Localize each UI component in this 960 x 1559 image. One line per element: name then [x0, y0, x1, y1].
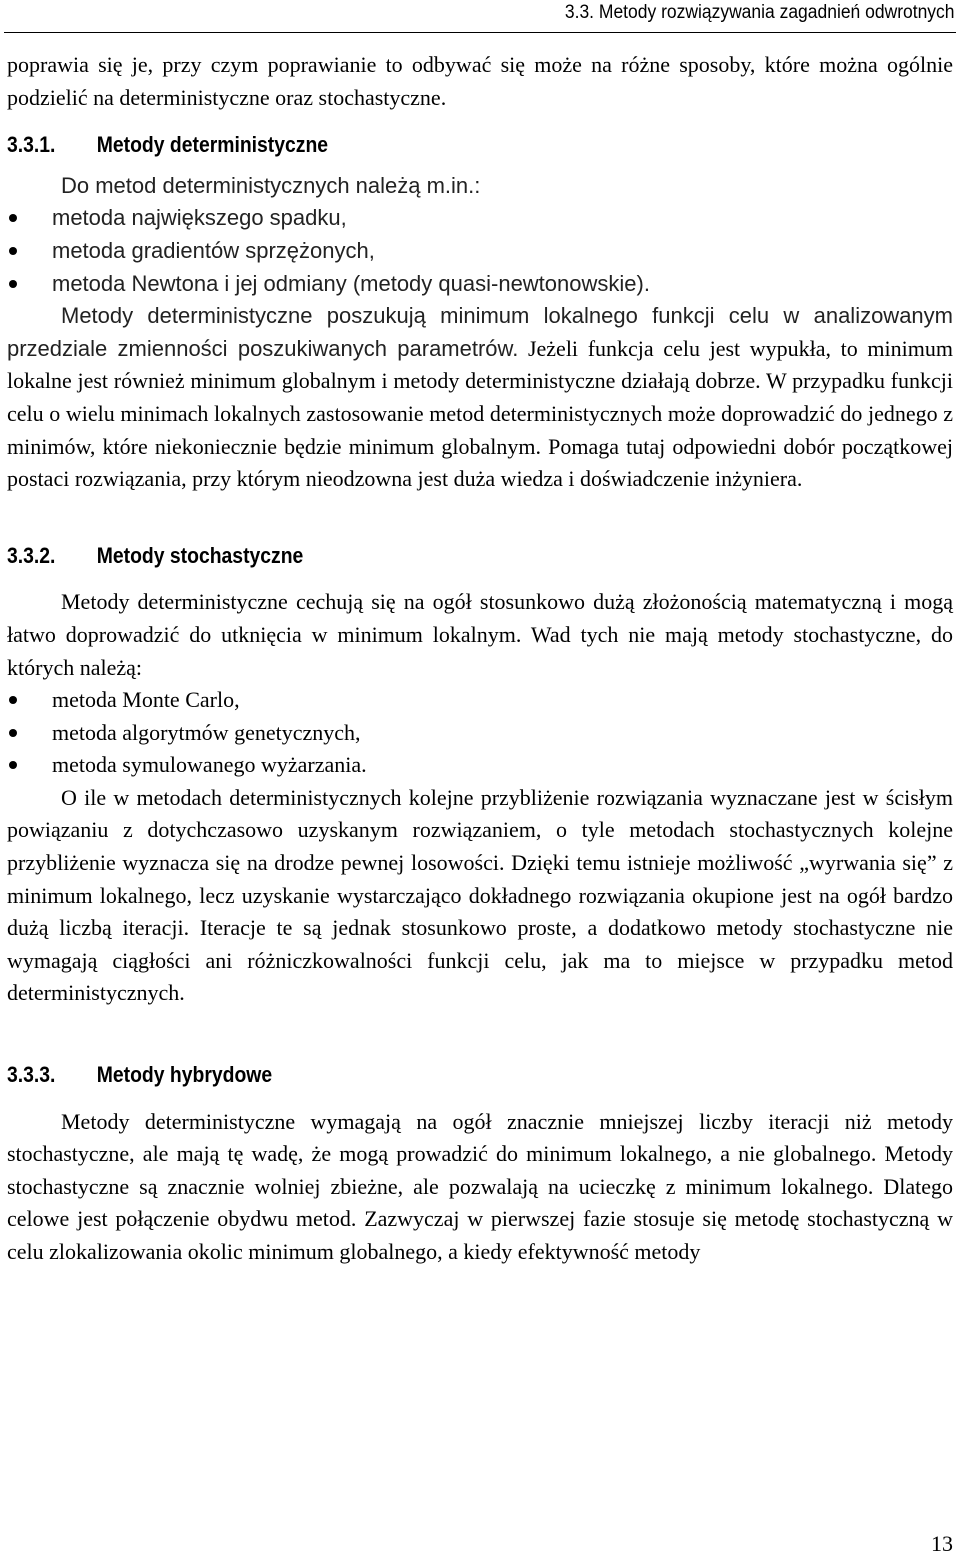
- bullet-icon: [9, 761, 17, 769]
- section-number: 3.3.1.: [7, 132, 56, 158]
- bullet-icon: [9, 214, 17, 222]
- list-item: metoda algorytmów genetycznych,: [7, 717, 953, 750]
- bullet-icon: [9, 729, 17, 737]
- section-number: 3.3.2.: [7, 542, 56, 568]
- section-2-paragraph-2: O ile w metodach deterministycznych kolejne przybliżenie rozwiązania wyznaczane jest w ścisłym powiązaniu z dotychczasowo uzyskanym rozwiązaniem, o tyle metodach stochastycznych kolejne przybliżenie wyznacza się na drodze pewnej losowości. Dzięki temu istnieje możliwość „wyrwania się” z minimum lokalnego, lecz uzyskanie wystarczająco dokładnego rozwiązania okupione jest na ogół bardzo dużą liczbą iteracji. Iteracje te są jednak stosunkowo proste, a dodatkowo metody stochastyczne nie wymagają ciągłości ani różniczkowalności funkcji celu, jak ma to miejsce w przypadku metod deterministycznych.: [7, 784, 953, 1006]
- running-header: 3.3. Metody rozwiązywania zagadnień odwrotnych: [565, 2, 955, 23]
- section-3-paragraph: Metody deterministyczne wymagają na ogół znacznie mniejszej liczby iteracji niż metody stochastyczne, ale mają tę wadę, że mogą prowadzić do minimum lokalnego, a nie globalnego. Metody stochastyczne są znacznie wolniej zbieżne, ale pozwalają na ucieczkę z minimum lokalnego. Dlatego celowe jest połączenie obydwu metod. Zazwyczaj w pierwszej fazie stosuje się metodę stochastyczną w celu zlokalizowania okolic minimum globalnego, a kiedy efektywność metody: [7, 1108, 953, 1264]
- section-number: 3.3.3.: [7, 1062, 56, 1088]
- list-item: metoda Monte Carlo,: [7, 684, 953, 717]
- section-1-lead: Do metod deterministycznych należą m.in.:: [61, 172, 481, 198]
- section-2-bullet-list: [7, 684, 953, 782]
- intro-paragraph: poprawia się je, przy czym poprawianie to odbywać się może na różne sposoby, które można ogólnie podzielić na deterministyczne oraz stochastyczne.: [7, 52, 953, 110]
- section-title: Metody stochastyczne: [96, 542, 304, 568]
- section-heading-deterministic: [7, 129, 839, 162]
- page-number: 13: [931, 1531, 953, 1556]
- header-rule: [4, 32, 956, 33]
- bullet-icon: [9, 696, 17, 704]
- paragraph-sans-part: Metody deterministyczne poszukują minimum lokalnego funkcji celu w analizowanym przedziale zmienności poszukiwanych parametrów.: [7, 303, 953, 361]
- list-item: metoda gradientów sprzężonych,: [7, 235, 953, 268]
- section-2-paragraph-1: Metody deterministyczne cechują się na ogół stosunkowo dużą złożonością matematyczną i mogą łatwo doprowadzić do utknięcia w minimum lokalnym. Wad tych nie mają metody stochastyczne, do których należą:: [7, 589, 953, 680]
- section-1-bullet-list: [7, 202, 953, 300]
- section-title: Metody deterministyczne: [96, 132, 329, 158]
- section-heading-hybrid: [7, 1059, 839, 1092]
- list-item: metoda największego spadku,: [7, 202, 953, 235]
- list-item: metoda symulowanego wyżarzania.: [7, 749, 953, 782]
- list-item: metoda Newtona i jej odmiany (metody quasi-newtonowskie).: [7, 268, 953, 301]
- section-1-paragraph: [7, 300, 953, 496]
- section-heading-stochastic: [7, 540, 839, 573]
- bullet-icon: [9, 247, 17, 255]
- bullet-icon: [9, 280, 17, 288]
- page-body: [7, 49, 953, 1269]
- paragraph-serif-part: Jeżeli funkcja celu jest wypukła, to minimum lokalne jest również minimum globalnym i metody deterministyczne działają dobrze. W przypadku funkcji celu o wielu minimach lokalnych zastosowanie metod deterministycznych może doprowadzić do jednego z minimów, które niekoniecznie będzie minimum globalnym. Pomaga tutaj odpowiedni dobór początkowej postaci rozwiązania, przy którym nieodzowna jest duża wiedza i doświadczenie inżyniera.: [7, 335, 953, 492]
- section-title: Metody hybrydowe: [96, 1062, 273, 1088]
